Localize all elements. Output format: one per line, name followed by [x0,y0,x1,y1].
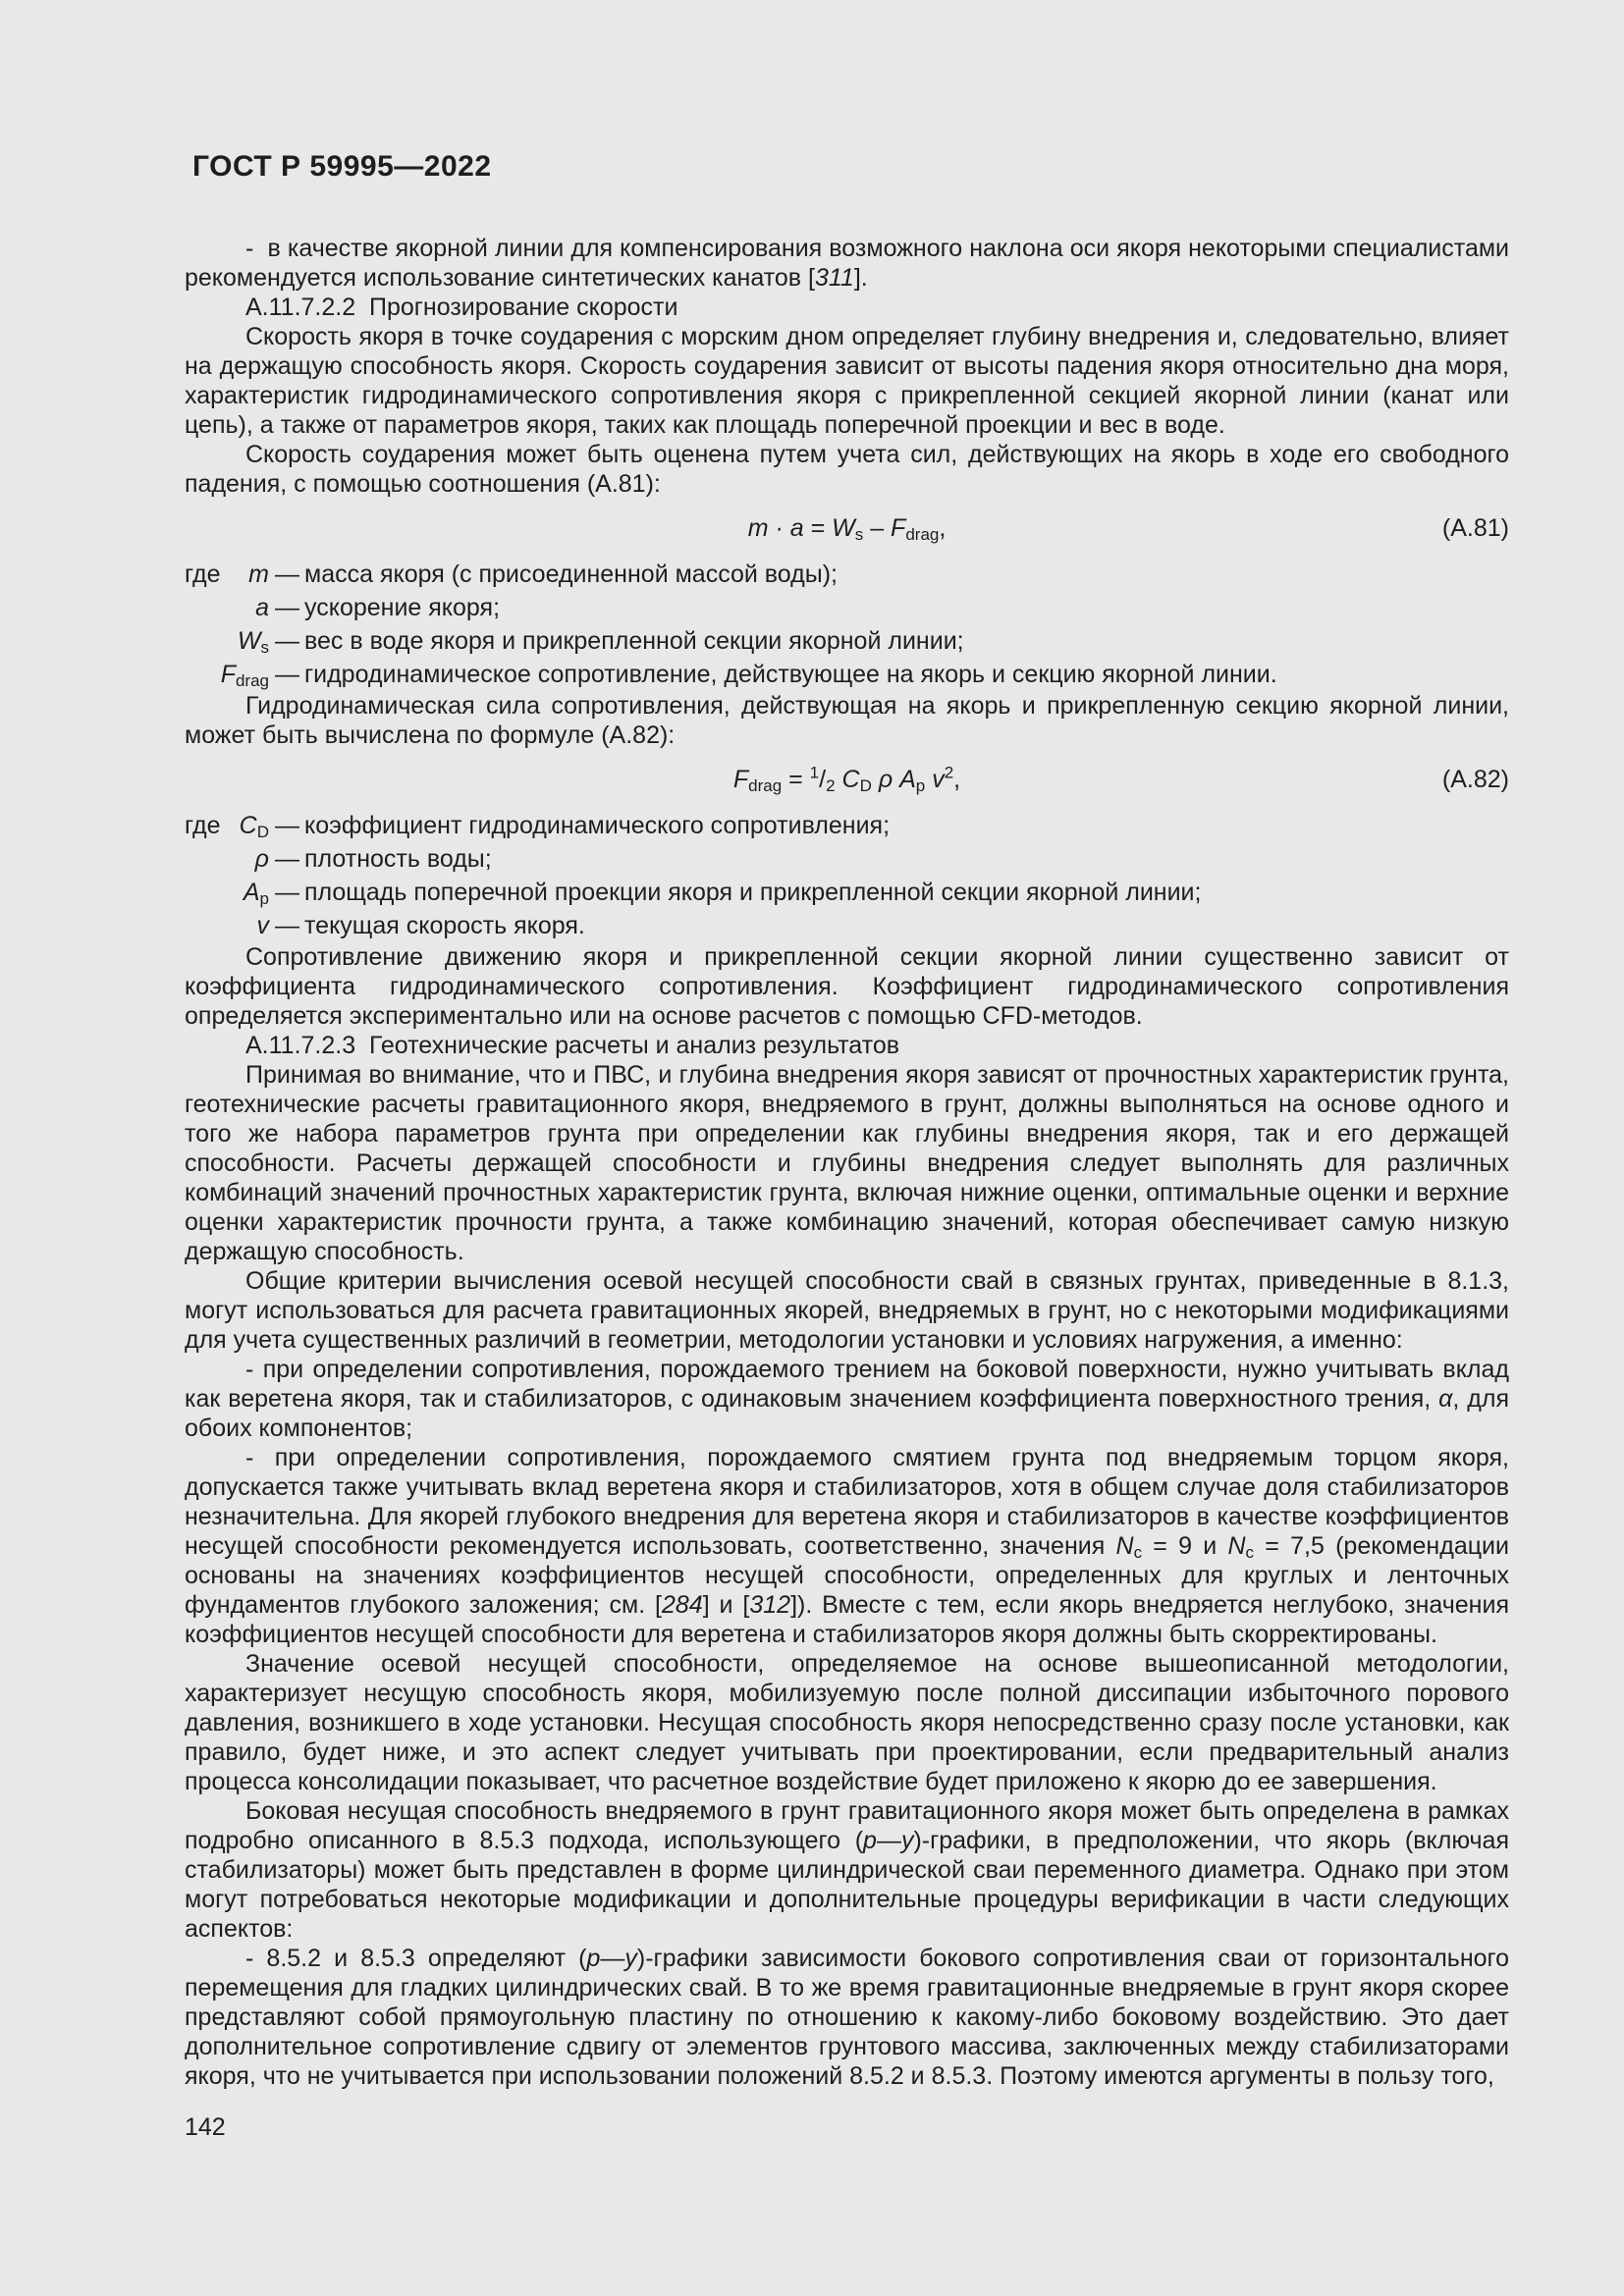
list-item: - в качестве якорной линии для компенсирования возможного наклона оси якоря некоторыми специалистами рекомендуется использование синтетических канатов [311]. [185,235,1509,292]
definition-dash: — [275,561,299,588]
list-item: - при определении сопротивления, порождаемого трением на боковой поверхности, нужно учитывать вклад как веретена якоря, так и стабилизаторов, с одинаковым значением коэффициента поверхностного трения, α, для обоих компонентов; [185,1356,1509,1442]
definition-symbol: $F_{drag}$ [220,661,269,691]
definition-symbol: $C_D$ [239,812,269,842]
definition-symbol: ρ [254,845,269,873]
definition-text: коэффициент гидродинамического сопротивления; [304,812,891,839]
definition-symbol: $A_p$ [243,879,269,909]
definition-dash: — [275,812,299,839]
paragraph: Боковая несущая способность внедряемого в грунт гравитационного якоря может быть определена в рамках подробно описанного в 8.5.3 подхода, использующего (p—y)-графики, в предположении, что якорь (включая стабилизаторы) может быть представлен в форме цилиндрической сваи переменного диаметра. Однако при этом могут потребоваться некоторые модификации и дополнительные процедуры верификации в части следующих аспектов: [185,1797,1509,1943]
definition-text: площадь поперечной проекции якоря и прикрепленной секции якорной линии; [304,879,1202,906]
definition-symbol: $W_s$ [237,627,269,658]
definition-text: ускорение якоря; [304,594,501,621]
definition-where: где [185,561,221,588]
definition-list [185,558,1509,691]
clause-heading: А.11.7.2.3 Геотехнические расчеты и анализ результатов [245,1032,900,1059]
formula-expression: $F_{drag} = ^1/_2$ $C_D$ ρ $A_p$ $v^2$, [732,763,961,796]
paragraph: Принимая во внимание, что и ПВС, и глубина внедрения якоря зависят от прочностных характеристик грунта, геотехнические расчеты гравитационного якоря, внедряемого в грунт, должны выполняться на основе одного и того же набора параметров грунта при определении как глубины внедрения якоря, так и его держащей способности. Расчеты держащей способности и глубины внедрения следует выполнять для различных комбинаций значений прочностных характеристик грунта, включая нижние оценки, оптимальные оценки и верхние оценки характеристик прочности грунта, а также комбинацию значений, которая обеспечивает самую низкую держащую способность. [185,1061,1509,1265]
paragraph: Гидродинамическая сила сопротивления, действующая на якорь и прикрепленную секцию якорной линии, может быть вычислена по формуле (А.82): [185,692,1509,749]
definition-row [185,591,1509,624]
list-item: - 8.5.2 и 8.5.3 определяют (p—y)-графики зависимости бокового сопротивления сваи от горизонтального перемещения для гладких цилиндрических свай. В то же время гравитационные внедряемые в грунт якоря скорее представляют собой прямоугольную пластину по отношению к какому-либо боковому воздействию. Это дает дополнительное сопротивление сдвигу от элементов грунтового массива, заключенных между стабилизаторами якоря, что не учитывается при использовании положений 8.5.2 и 8.5.3. Поэтому имеются аргументы в пользу того, [185,1945,1510,2090]
definition-symbol: v [256,912,269,939]
page-number: 142 [185,2113,226,2141]
definition-text: масса якоря (с присоединенной массой воды); [304,561,838,588]
definition-text: плотность воды; [304,845,492,873]
definition-row [185,909,1509,942]
clause-heading: А.11.7.2.2 Прогнозирование скорости [245,294,678,321]
paragraph: Скорость якоря в точке соударения с морским дном определяет глубину внедрения и, следовательно, влияет на держащую способность якоря. Скорость соударения зависит от высоты падения якоря относительно дна моря, характеристик гидродинамического сопротивления якоря с прикрепленной секцией якорной линии (канат или цепь), а также от параметров якоря, таких как площадь поперечной проекции и вес в воде. [185,323,1509,439]
paragraph: Сопротивление движению якоря и прикрепленной секции якорной линии существенно зависит от коэффициента гидродинамического сопротивления. Коэффициент гидродинамического сопротивления определяется экспериментально или на основе расчетов с помощью CFD-методов. [185,943,1509,1030]
formula-a81 [185,513,1509,543]
definition-symbol: a [255,594,269,621]
definition-list [185,809,1509,942]
definition-row [185,876,1509,909]
definition-text: текущая скорость якоря. [304,912,585,939]
definition-text: вес в воде якоря и прикрепленной секции якорной линии; [304,627,964,655]
definition-dash: — [275,912,299,939]
definition-row [185,558,1509,591]
list-item: - при определении сопротивления, порождаемого смятием грунта под внедряемым торцом якоря, допускается также учитывать вклад веретена якоря и стабилизаторов, хотя в общем случае доля стабилизаторов незначительна. Для якорей глубокого внедрения для веретена якоря и стабилизаторов в качестве коэффициентов несущей способности рекомендуется использовать, соответственно, значения $N_c = 9$ и $N_c = 7,5$ (рекомендации основаны на значениях коэффициентов несущей способности, определенных для круглых и ленточных фундаментов глубокого заложения; см. [284] и [312]). Вместе с тем, если якорь внедряется неглубоко, значения коэффициентов несущей способности для веретена и стабилизаторов якоря должны быть скорректированы. [185,1444,1509,1648]
formula-a82 [185,765,1509,794]
definition-row [185,624,1509,658]
definition-row [185,658,1509,691]
paragraph: Общие критерии вычисления осевой несущей способности свай в связных грунтах, приведенные в 8.1.3, могут использоваться для расчета гравитационных якорей, внедряемых в грунт, но с некоторыми модификациями для учета существенных различий в геометрии, методологии установки и условиях нагружения, а именно: [185,1267,1509,1354]
paragraph: Скорость соударения может быть оценена путем учета сил, действующих на якорь в ходе его свободного падения, с помощью соотношения (А.81): [185,441,1509,498]
definition-dash: — [275,845,299,873]
equation-number: (А.81) [1441,514,1509,542]
definition-symbol: m [248,561,269,588]
definition-row [185,809,1509,842]
equation-number: (А.82) [1441,766,1509,793]
definition-text: гидродинамическое сопротивление, действующее на якорь и секцию якорной линии. [304,661,1277,688]
definition-where: где [185,812,221,839]
formula-expression: $m \cdot a = W_s - F_{drag}$, [747,514,947,545]
definition-dash: — [275,627,299,655]
definition-dash: — [275,661,299,688]
doc-code-header: ГОСТ Р 59995—2022 [192,150,492,183]
paragraph: Значение осевой несущей способности, определяемое на основе вышеописанной методологии, характеризует несущую способность якоря, мобилизуемую после полной диссипации избыточного порового давления, возникшего в ходе установки. Несущая способность якоря непосредственно сразу после установки, как правило, будет ниже, и это аспект следует учитывать при проектировании, если предварительный анализ процесса консолидации показывает, что расчетное воздействие будет приложено к якорю до ее завершения. [185,1650,1509,1795]
definition-row [185,842,1509,876]
definition-dash: — [275,594,299,621]
definition-dash: — [275,879,299,906]
